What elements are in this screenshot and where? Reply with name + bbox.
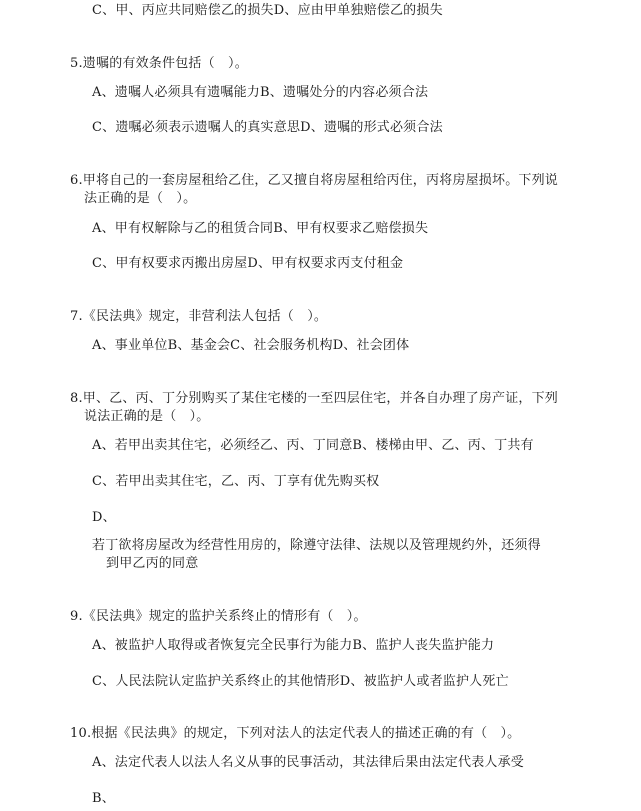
question-6-options-ab: A、甲有权解除与乙的租赁合同B、甲有权要求乙赔偿损失: [92, 221, 429, 236]
question-6-title-line-2: 法正确的是（ ）。: [84, 191, 197, 206]
question-8-title-line-1: 8.甲、乙、丙、丁分别购买了某住宅楼的一至四层住宅，并各自办理了房产证，下列: [70, 391, 559, 406]
question-6-title-line-1: 6.甲将自己的一套房屋租给乙住，乙又擅自将房屋租给丙住，丙将房屋损坏。下列说: [70, 173, 559, 188]
question-7-title: 7.《民法典》规定，非营利法人包括（ ）。: [70, 309, 328, 324]
question-5-title: 5.遗嘱的有效条件包括（ ）。: [70, 56, 248, 71]
question-8-option-d-line-2: 到甲乙丙的同意: [106, 556, 199, 571]
question-8-option-d-line-1: 若丁欲将房屋改为经营性用房的，除遵守法律、法规以及管理规约外，还须得: [92, 538, 541, 553]
question-8-option-c: C、若甲出卖其住宅，乙、丙、丁享有优先购买权: [92, 474, 380, 489]
question-7-options-abcd: A、事业单位B、基金会C、社会服务机构D、社会团体: [92, 338, 410, 353]
question-5-options-ab: A、遗嘱人必须具有遗嘱能力B、遗嘱处分的内容必须合法: [92, 85, 429, 100]
question-9-options-ab: A、被监护人取得或者恢复完全民事行为能力B、监护人丧失监护能力: [92, 638, 495, 653]
question-5-options-cd: C、遗嘱必须表示遗嘱人的真实意思D、遗嘱的形式必须合法: [92, 120, 443, 135]
question-9-options-cd: C、人民法院认定监护关系终止的其他情形D、被监护人或者监护人死亡: [92, 674, 509, 689]
question-8-option-d-label: D、: [92, 510, 116, 525]
question-10-title: 10.根据《民法典》的规定，下列对法人的法定代表人的描述正确的有（ ）。: [70, 726, 521, 741]
question-10-option-a: A、法定代表人以法人名义从事的民事活动，其法律后果由法定代表人承受: [92, 755, 524, 770]
question-6-options-cd: C、甲有权要求丙搬出房屋D、甲有权要求丙支付租金: [92, 256, 404, 271]
question-8-title-line-2: 说法正确的是（ ）。: [84, 409, 210, 424]
question-8-options-ab: A、若甲出卖其住宅，必须经乙、丙、丁同意B、楼梯由甲、乙、丙、丁共有: [92, 438, 534, 453]
question-10-option-b-label: B、: [92, 791, 115, 806]
question-9-title: 9.《民法典》规定的监护关系终止的情形有（ ）。: [70, 609, 367, 624]
question-4-options-cd: C、甲、丙应共同赔偿乙的损失D、应由甲单独赔偿乙的损失: [92, 3, 443, 18]
